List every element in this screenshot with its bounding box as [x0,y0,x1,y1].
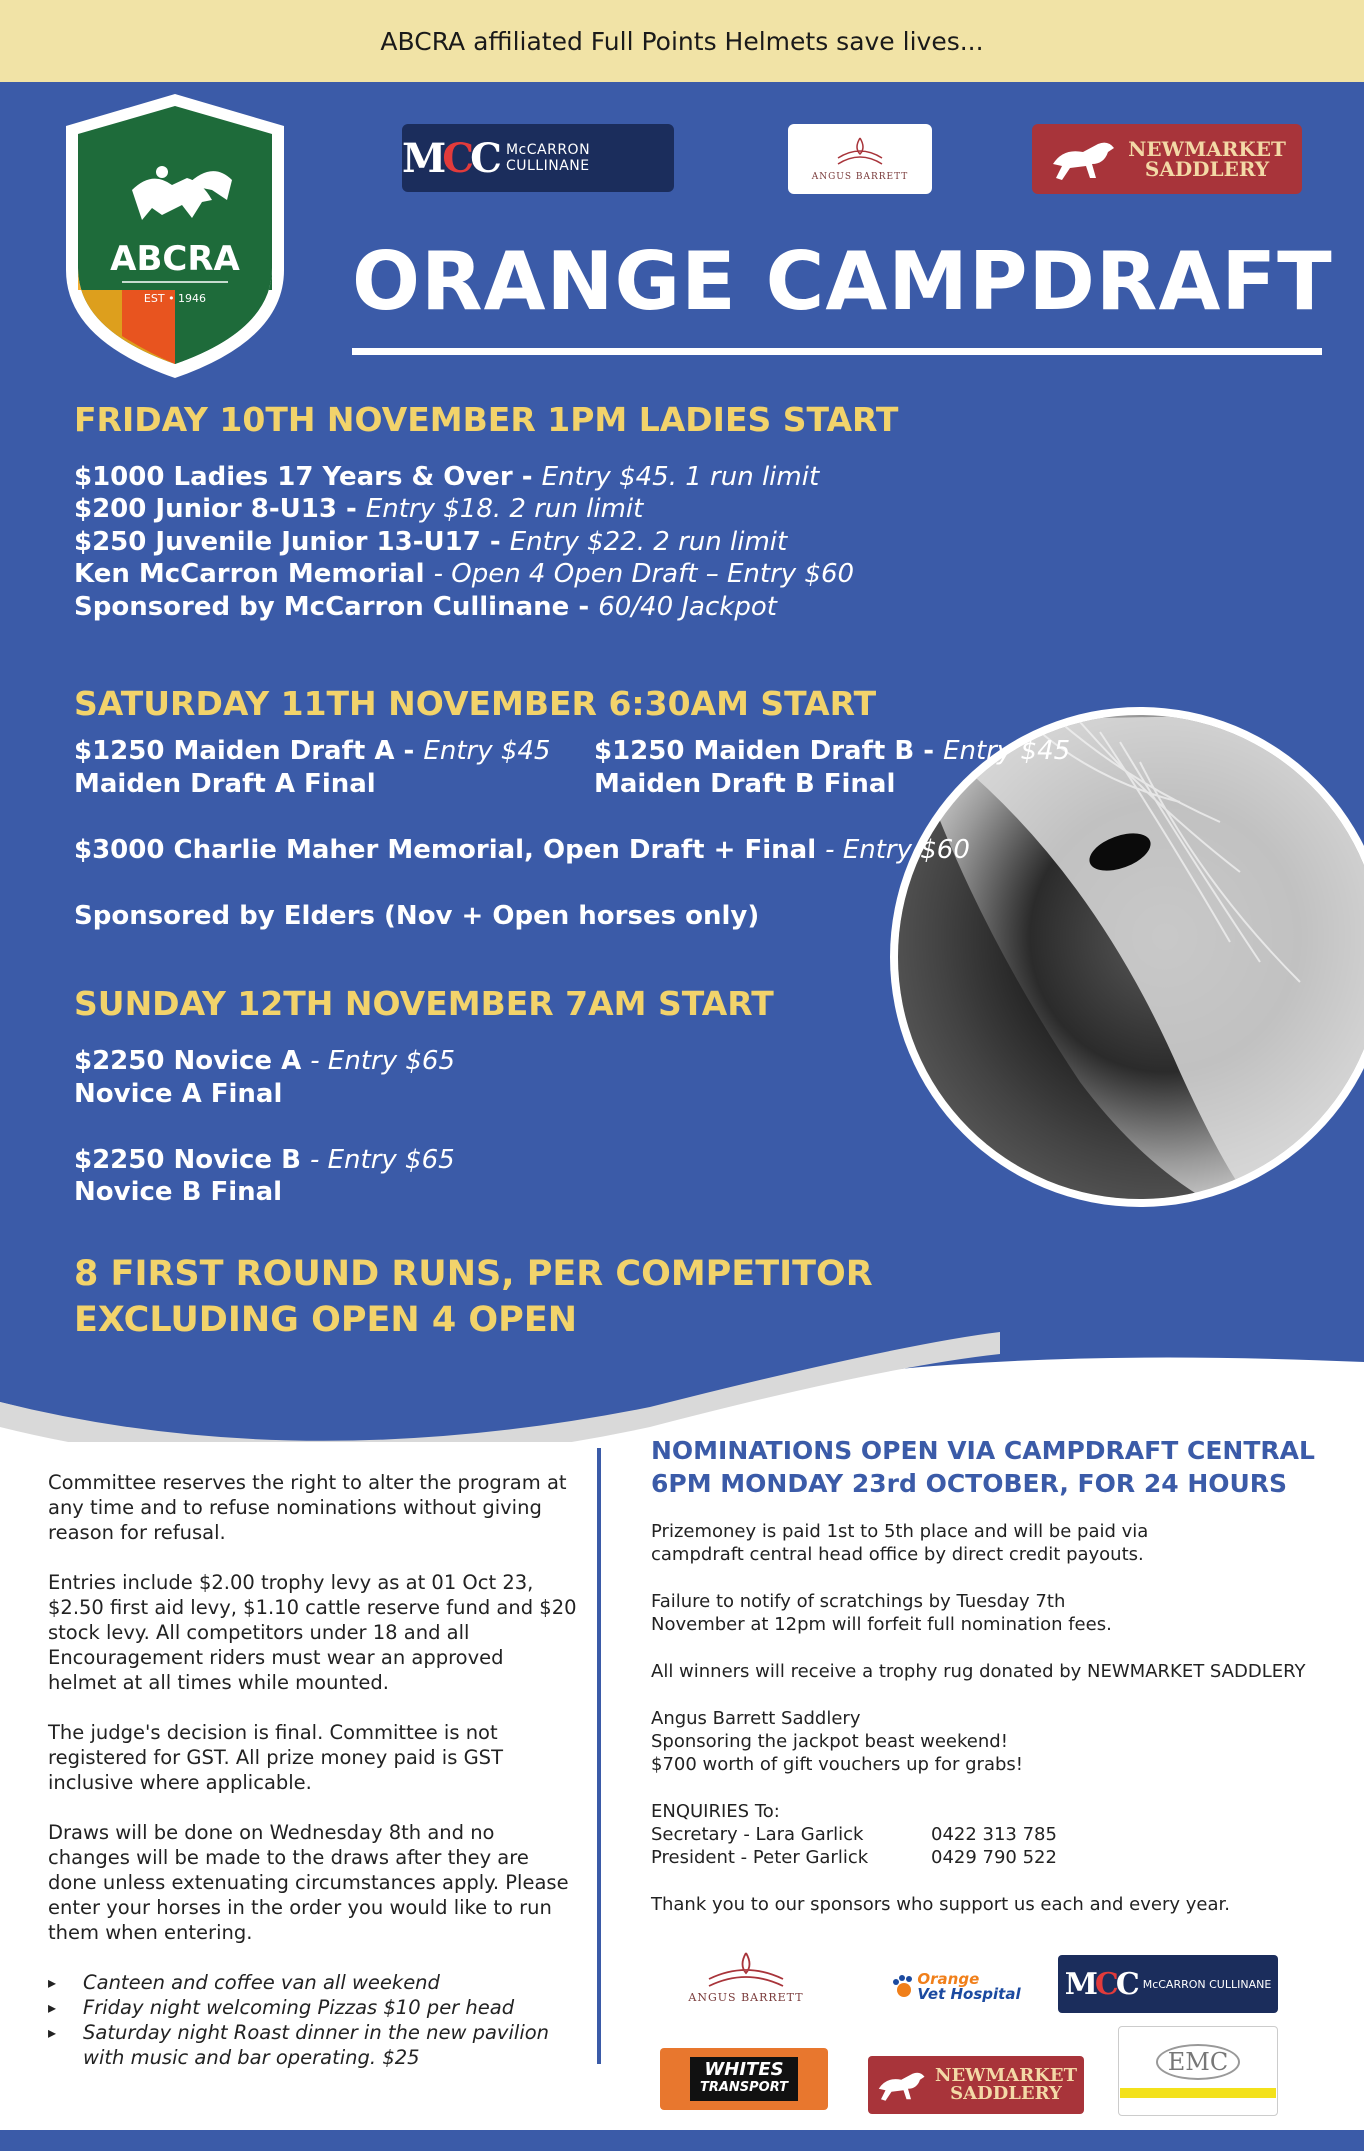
shield-name: ABCRA [110,239,240,279]
sponsor-emc-logo [1118,2026,1278,2116]
paw-icon [891,1974,917,2000]
sponsor-whites-transport-logo [660,2048,828,2110]
friday-event-1: $1000 Ladies 17 Years & Over - Entry $45. 1 run limit [74,462,820,492]
terms-paragraph: Draws will be done on Wednesday 8th and no changes will be made to the draws after they are done unless extenuating circumstances apply. Please enter your horses in the order you would like to run them when entering. [48,1821,569,1944]
orange-vet-line2: Vet Hospital [917,1985,1021,2003]
angus-sponsor-text: Angus Barrett Saddlery Sponsoring the jackpot beast weekend! $700 worth of gift vouchers up for grabs! [651,1708,1024,1775]
winners-text: All winners will receive a trophy rug donated by NEWMARKET SADDLERY [651,1661,1306,1682]
sponsor-angus-text: ANGUS BARRETT [688,1990,804,2004]
angus-barrett-logo [788,124,932,194]
terms-paragraph: Entries include $2.00 trophy levy as at 01 Oct 23, $2.50 first aid levy, $1.10 cattle reserve fund and $20 stock levy. All competitors under 18 and all Encouragement riders must wear an approved helmet at all times while mounted. [48,1571,577,1694]
emc-text: EMC [1156,2044,1240,2080]
angus-logo-text: ANGUS BARRETT [811,172,909,182]
newmarket-line2: SADDLERY [1144,157,1270,181]
novice-b-event: $2250 Novice B - Entry $65 [74,1145,455,1175]
novice-b-final: Novice B Final [74,1177,283,1207]
friday-event-3: $250 Juvenile Junior 13-U17 - Entry $22. 2 run limit [74,527,788,557]
novice-a-event: $2250 Novice A - Entry $65 [74,1046,455,1076]
newmarket-saddlery-logo [1032,124,1302,194]
newmarket-line1: NEWMARKET [1128,137,1286,161]
enquiries [651,1800,1341,1869]
terms-paragraph: The judge's decision is final. Committee is not registered for GST. All prize money paid is GST inclusive where applicable. [48,1721,503,1794]
list-item: ▸ Saturday night Roast dinner in the new pavilion with music and bar operating. $25 [48,2020,578,2070]
secretary-contact: Secretary - Lara Garlick 0422 313 785 [651,1824,1057,1845]
sponsor-mcc-text: McCARRON CULLINANE [1142,1977,1272,1991]
whites-line2: TRANSPORT [699,2080,789,2095]
thanks-text: Thank you to our sponsors who support us each and every year. [651,1894,1230,1915]
friday-event-4: Ken McCarron Memorial - Open 4 Open Draft – Entry $60 [74,559,855,589]
horse-icon [1048,134,1128,184]
page-title: ORANGE CAMPDRAFT [352,235,1333,328]
prizemoney-text: Prizemoney is paid 1st to 5th place and will be paid via campdraft central head office by direct credit payouts. [651,1521,1149,1565]
sunday-heading: SUNDAY 12TH NOVEMBER 7AM START [74,984,774,1023]
top-banner [0,0,1364,82]
sponsor-newmarket-line1: NEWMARKET [935,2065,1077,2086]
list-item: ▸ Friday night welcoming Pizzas $10 per head [48,1995,578,2020]
amenities-list [48,1970,578,2070]
scratchings-text: Failure to notify of scratchings by Tuesday 7th November at 12pm will forfeit full nomination fees. [651,1591,1112,1635]
list-item: ▸ Canteen and coffee van all weekend [48,1970,578,1995]
top-banner-text: ABCRA affiliated Full Points Helmets save lives... [380,26,984,56]
sponsor-mccarron-cullinane-logo: MCC McCARRON CULLINANE [1058,1955,1278,2013]
nominations-heading: NOMINATIONS OPEN VIA CAMPDRAFT CENTRAL 6PM MONDAY 23rd OCTOBER, FOR 24 HOURS [651,1436,1315,1498]
runs-note-line2: EXCLUDING OPEN 4 OPEN [74,1300,578,1340]
maiden-a-event: $1250 Maiden Draft A - Entry $45 [74,736,551,766]
shield-est: EST • 1946 [143,292,207,305]
bottom-bar [0,2130,1364,2151]
terms-paragraph: Committee reserves the right to alter the program at any time and to refuse nominations without giving reason for refusal. [48,1471,567,1544]
friday-heading: FRIDAY 10TH NOVEMBER 1PM LADIES START [74,400,899,439]
whites-line1: WHITES [704,2059,784,2080]
enquiries-title: ENQUIRIES To: [651,1801,780,1822]
sponsor-orange-vet-logo [886,1962,1026,2012]
mcc-logo-text: McCARRON CULLINANE [505,142,591,174]
charlie-maher-event: $3000 Charlie Maher Memorial, Open Draft + Final - Entry $60 [74,835,970,865]
novice-a-final: Novice A Final [74,1079,283,1109]
horse-icon [875,2065,935,2105]
maiden-a-final: Maiden Draft A Final [74,769,376,799]
mccarron-cullinane-logo: MCC McCARRON CULLINANE [402,124,674,192]
sponsor-angus-barrett-logo [676,1938,816,2016]
sponsor-newmarket-line2: SADDLERY [950,2083,1062,2104]
orange-vet-line1: Orange [917,1970,980,1988]
president-contact: President - Peter Garlick 0429 790 522 [651,1847,1057,1868]
emc-yellow-bar [1120,2088,1276,2098]
friday-event-5: Sponsored by McCarron Cullinane - 60/40 Jackpot [74,592,777,622]
elders-sponsor: Sponsored by Elders (Nov + Open horses only) [74,901,760,931]
saturday-heading: SATURDAY 11TH NOVEMBER 6:30AM START [74,684,877,723]
maiden-b-final: Maiden Draft B Final [594,769,896,799]
runs-note-line1: 8 FIRST ROUND RUNS, PER COMPETITOR [74,1254,873,1294]
angus-barrett-emblem [701,1951,791,1991]
terms-column [48,1470,578,2070]
abcra-shield-logo [62,90,288,382]
column-divider [597,1448,601,2064]
info-column [651,1434,1341,1940]
maiden-b-event: $1250 Maiden Draft B - Entry $45 [594,736,1071,766]
title-underline [352,348,1322,355]
sponsor-newmarket-saddlery-logo [868,2056,1084,2114]
friday-event-2: $200 Junior 8-U13 - Entry $18. 2 run limit [74,494,644,524]
angus-barrett-emblem [830,136,890,170]
